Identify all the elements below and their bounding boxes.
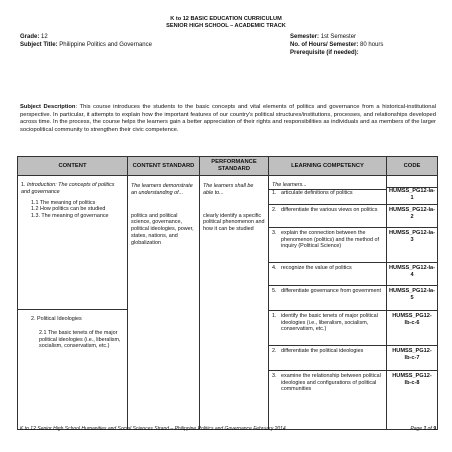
competency-text: differentiate governance from government (281, 287, 381, 294)
content-intro (18, 181, 127, 309)
competency-number: 4. (272, 264, 277, 271)
performance-standard-lead: The learners shall be able to... (203, 183, 254, 196)
page-footer (20, 426, 436, 433)
ideologies-number: 2. (31, 316, 36, 322)
competency-code: HUMSS_PG12-Ia-5 (387, 285, 437, 310)
subject-description (20, 104, 436, 134)
content-ideologies (18, 309, 127, 429)
header-code: CODE (387, 157, 438, 176)
competency-code: HUMSS_PG12-Ia-1 (387, 187, 437, 204)
content-standard-lead: The learners demonstrate an understanding of... (131, 183, 193, 196)
subject-line (20, 41, 152, 49)
table-row (18, 181, 438, 430)
curriculum-table (17, 156, 438, 430)
competency-text: examine the relationship between political ideologies and configurations of political communities (281, 372, 381, 393)
description-label: Subject Description (20, 104, 76, 110)
performance-standard-body: clearly identify a specific political phenomenon and how it can be studied (203, 212, 265, 233)
hours-value: 80 hours (360, 42, 384, 48)
competency-number: 2. (272, 347, 277, 354)
competency-text: articulate definitions of politics (281, 189, 353, 196)
competency-item (269, 204, 386, 227)
intro-sub-2: 1.2 How politics can be studied (31, 206, 106, 213)
header-performance-standard: PERFORMANCE STANDARD (200, 157, 269, 176)
content-standard-body: politics and political science, governance, political ideologies, power, states, nations, and globalization (131, 212, 194, 246)
content-standard-cell (128, 181, 200, 430)
header-content: CONTENT (18, 157, 128, 176)
competency-item (269, 227, 386, 262)
competency-code: HUMSS_PG12-Ia-4 (387, 262, 437, 285)
curriculum-title: K to 12 BASIC EDUCATION CURRICULUM (170, 16, 282, 22)
ideologies-title: Political Ideologies (37, 316, 82, 322)
competency-text: differentiate the political ideologies (281, 347, 364, 354)
competency-item (269, 189, 386, 204)
grade-line (20, 33, 48, 41)
intro-title: Introduction: The concepts of politics and governance (21, 182, 115, 195)
code-cell (387, 181, 438, 430)
page-prefix: Page (410, 426, 423, 432)
grade-value: 12 (41, 34, 48, 40)
page-total: 9 (433, 426, 436, 432)
intro-sub-3: 1.3. The meaning of governance (31, 213, 109, 220)
content-cell (18, 181, 128, 430)
intro-number: 1. (21, 182, 26, 188)
competency-code: HUMSS_PG12-Ib-c-6 (387, 310, 437, 345)
performance-standard-cell (200, 181, 269, 430)
competency-item (269, 310, 386, 345)
learning-competency-cell (269, 181, 387, 430)
competency-item (269, 345, 386, 370)
competency-item (269, 285, 386, 310)
competency-number: 5. (272, 287, 277, 294)
description-text: : This course introduces the students to the basic concepts and vital elements of politics and governance from a historical-institutional perspective. In particular, it attempts to explain how the important features of our country's political structures/institutions, processes, and relationships developed across time. In the process, the course helps the learners gain a better appreciation of their rights and responsibilities as individuals and as members of the larger sociopolitical community to strengthen their civic competence. (20, 104, 437, 133)
competency-code: HUMSS_PG12-Ia-2 (387, 204, 437, 227)
subject-label: Subject Title: (20, 42, 58, 48)
competency-text: explain the connection between the phenomenon (politics) and the method of inquiry (Political Science) (281, 229, 379, 250)
semester-value: 1st Semester (320, 34, 357, 40)
competency-number: 3. (272, 372, 277, 379)
table-header-row (18, 157, 438, 176)
semester-label: Semester: (290, 34, 320, 40)
competency-item (269, 262, 386, 285)
header-content-standard: CONTENT STANDARD (128, 157, 200, 176)
header-learning-competency: LEARNING COMPETENCY (269, 157, 387, 176)
prerequisite-label: Prerequisite (if needed): (290, 50, 359, 56)
subject-value: Philippine Politics and Governance (59, 42, 152, 48)
competency-code: HUMSS_PG12-Ia-3 (387, 227, 437, 262)
competency-code: HUMSS_PG12-Ib-c-7 (387, 345, 437, 370)
competency-number: 3. (272, 229, 277, 236)
competency-lead: The learners... (272, 182, 307, 188)
competency-text: identify the basic tenets of major political ideologies (i.e., liberalism, socialism, conservatism, etc.) (281, 312, 378, 333)
page-number (410, 426, 436, 433)
competency-text: differentiate the various views on politics (281, 206, 378, 213)
footer-text: K to 12 Senior High School Humanities and Social Sciences Strand – Philippine Politics and Governance February 2014 (20, 426, 286, 432)
competency-code: HUMSS_PG12-Ib-c-8 (387, 370, 437, 401)
hours-label: No. of Hours/ Semester: (290, 42, 359, 48)
ideologies-sub-1: 2.1 The basic tenets of the major political ideologies (i.e., liberalism, socialism, conservatism, etc.) (39, 329, 121, 350)
competency-item (269, 370, 386, 401)
page-of: of (427, 426, 432, 432)
competency-number: 1. (272, 312, 277, 319)
intro-sub-1: 1.1 The meaning of politics (31, 199, 96, 206)
track-title: SENIOR HIGH SCHOOL – ACADEMIC TRACK (166, 23, 286, 29)
grade-label: Grade: (20, 34, 40, 40)
competency-number: 2. (272, 206, 277, 213)
prerequisite-line (290, 49, 359, 57)
competency-text: recognize the value of politics (281, 264, 352, 271)
page-current: 1 (423, 426, 427, 432)
semester-line (290, 33, 356, 41)
hours-line (290, 41, 383, 49)
competency-number: 1. (272, 189, 277, 196)
